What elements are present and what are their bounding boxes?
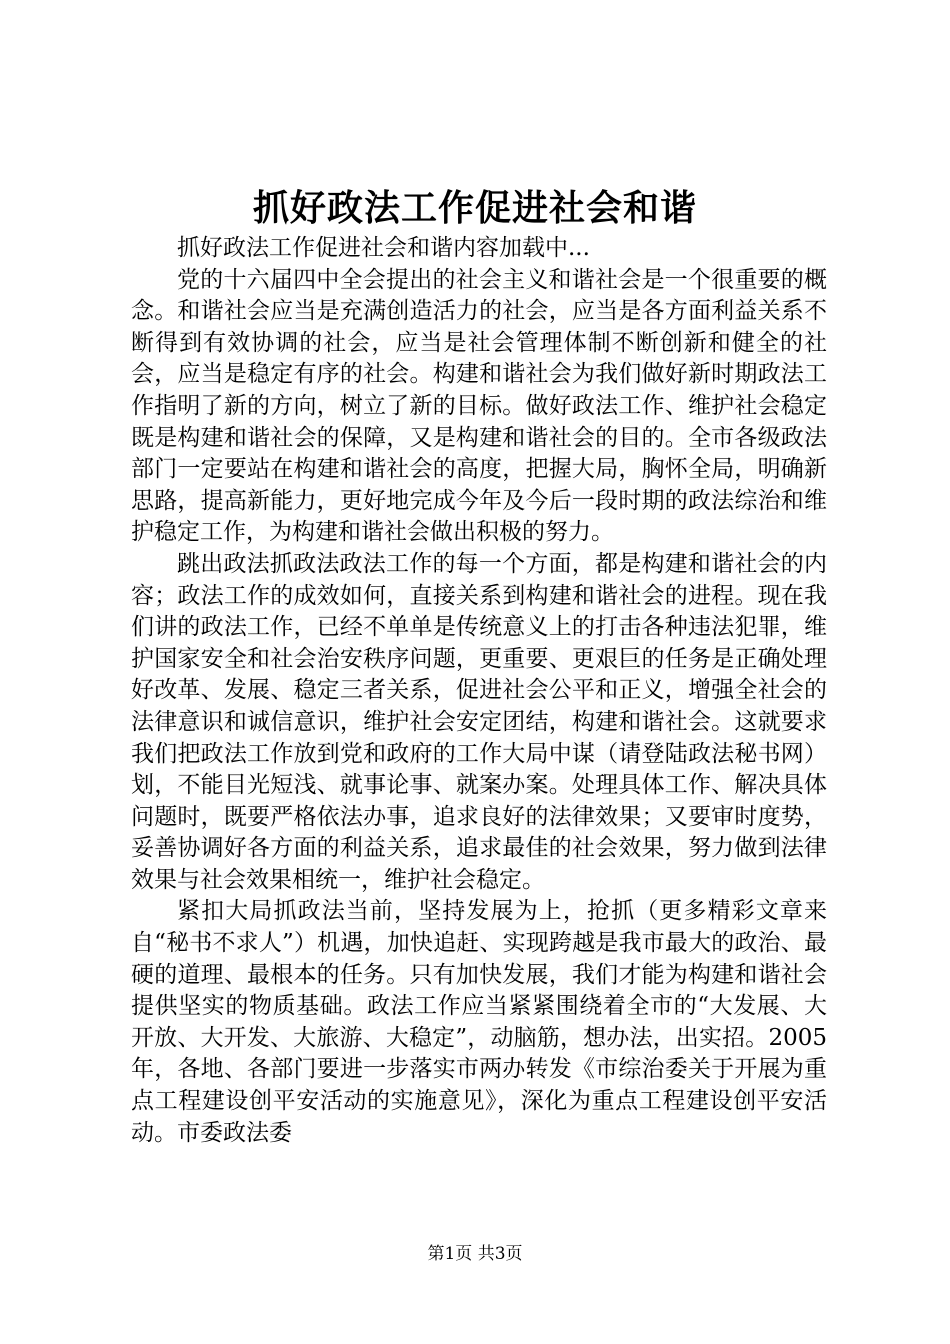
document-body (131, 233, 827, 1149)
page-title: 抓好政法工作促进社会和谐 (252, 187, 697, 229)
body-paragraph: 党的十六届四中全会提出的社会主义和谐社会是一个很重要的概念。和谐社会应当是充满创造活力的社会，应当是各方面利益关系不断得到有效协调的社会，应当是社会管理体制不断创新和健全的社会，应当是稳定有序的社会。构建和谐社会为我们做好新时期政法工作指明了新的方向，树立了新的目标。做好政法工作、维护社会稳定既是构建和谐社会的保障，又是构建和谐社会的目的。全市各级政法部门一定要站在构建和谐社会的高度，把握大局，胸怀全局，明确新思路，提高新能力，更好地完成今年及今后一段时期的政法综治和维护稳定工作，为构建和谐社会做出积极的努力。 (131, 266, 827, 546)
intro-paragraph: 抓好政法工作促进社会和谐内容加载中... (177, 235, 590, 261)
body-paragraph: 跳出政法抓政法政法工作的每一个方面，都是构建和谐社会的内容；政法工作的成效如何，直接关系到构建和谐社会的进程。现在我们讲的政法工作，已经不单单是传统意义上的打击各种违法犯罪，维护国家安全和社会治安秩序问题，更重要、更艰巨的任务是正确处理好改革、发展、稳定三者关系，促进社会公平和正义，增强全社会的法律意识和诚信意识，维护社会安定团结，构建和谐社会。这就要求我们把政法工作放到党和政府的工作大局中谋（请登陆政法秘书网）划，不能目光短浅、就事论事、就案办案。处理具体工作、解决具体问题时，既要严格依法办事，追求良好的法律效果；又要审时度势，妥善协调好各方面的利益关系，追求最佳的社会效果，努力做到法律效果与社会效果相统一，维护社会稳定。 (131, 550, 827, 893)
body-paragraph: 紧扣大局抓政法当前，坚持发展为上，抢抓（更多精彩文章来自“秘书不求人”）机遇，加快追赶、实现跨越是我市最大的政治、最硬的道理、最根本的任务。只有加快发展，我们才能为构建和谐社会提供坚实的物质基础。政法工作应当紧紧围绕着全市的“大发展、大开放、大开发、大旅游、大稳定”，动脑筋，想办法，出实招。2005年，各地、各部门要进一步落实市两办转发《市综治委关于开展为重点工程建设创平安活动的实施意见》，深化为重点工程建设创平安活动。市委政法委 (131, 898, 827, 1146)
page-number-footer: 第1页 共3页 (427, 1244, 523, 1264)
